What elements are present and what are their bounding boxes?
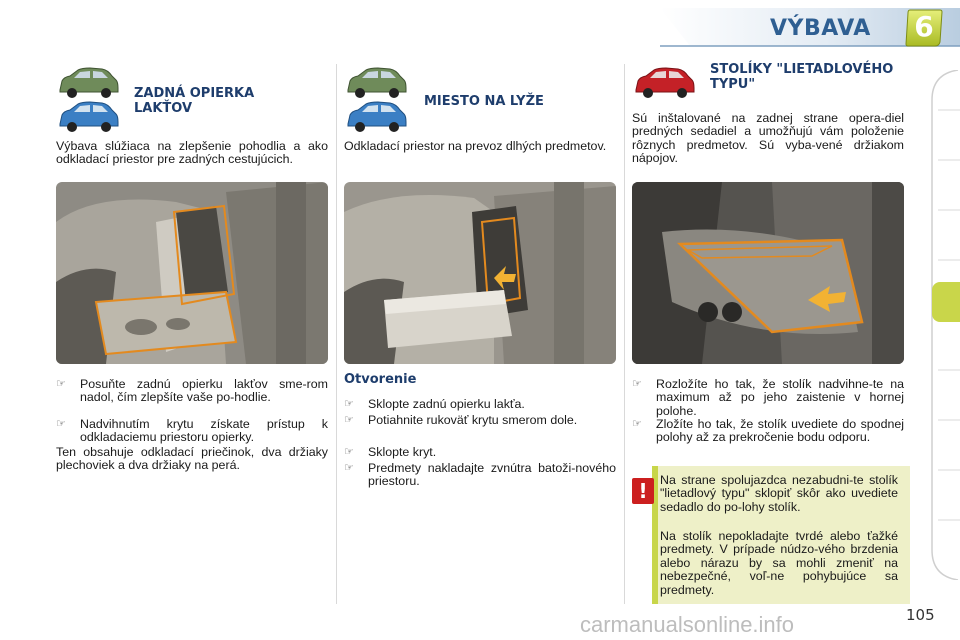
- bullet-text: Potiahnite rukoväť krytu smerom dole.: [368, 413, 578, 427]
- tables-photo: [632, 182, 904, 364]
- page-number: 105: [906, 606, 935, 624]
- section-title-tables: STOLÍKY "LIETADLOVÉHO TYPU": [710, 62, 894, 92]
- chapter-number: 6: [914, 10, 934, 43]
- car-green-icon: [56, 66, 120, 100]
- ski-bullet-3: [344, 446, 616, 459]
- warning-paragraph-1: Na strane spolujazdca nezabudni-te stolík "lietadlový typu" sklopiť skôr ako uvediete sedadlo do po-lohy stolík.: [660, 473, 898, 514]
- chapter-tab-rail: [928, 70, 960, 580]
- watermark: carmanualsonline.info: [580, 612, 795, 637]
- car-blue-icon: [344, 100, 408, 134]
- warning-exclamation-icon: !: [632, 478, 654, 504]
- car-red-icon: [632, 66, 696, 100]
- ski-bullet-2: [344, 414, 616, 427]
- opening-subtitle: Otvorenie: [344, 372, 417, 387]
- pointing-hand-icon: ☞: [56, 378, 66, 390]
- bullet-text: Rozložíte ho tak, že stolík nadvihne-te na maximum až po jeho zaistenie v hornej polohe.: [656, 377, 904, 418]
- bullet-text: Nadvihnutím krytu získate prístup k odkladaciemu priestoru opierky.: [80, 417, 328, 445]
- pointing-hand-icon: ☞: [632, 378, 642, 390]
- page-header: [0, 0, 960, 52]
- armrest-outro: Ten obsahuje odkladací priečinok, dva držiaky plechoviek a dva držiaky na perá.: [56, 445, 328, 473]
- armrest-bullet-2: [56, 418, 328, 445]
- armrest-photo: [56, 182, 328, 364]
- section-title-armrest: ZADNÁ OPIERKA LAKŤOV: [134, 86, 255, 116]
- ski-hatch-intro: Odkladací priestor na prevoz dlhých predmetov.: [344, 139, 607, 153]
- ski-bullet-4: [344, 462, 616, 489]
- tables-bullet-1: [632, 378, 904, 418]
- bullet-text: Sklopte zadnú opierku lakťa.: [368, 397, 525, 411]
- ski-bullet-1: [344, 398, 616, 411]
- section-title-ski-hatch: MIESTO NA LYŽE: [424, 94, 544, 109]
- ski-hatch-photo: [344, 182, 616, 364]
- bullet-text: Zložíte ho tak, že stolík uvediete do spodnej polohy až za prekročenie bodu odporu.: [656, 417, 904, 445]
- car-blue-icon: [56, 100, 120, 134]
- bullet-text: Predmety nakladajte zvnútra batoži-nového priestoru.: [368, 461, 616, 489]
- pointing-hand-icon: ☞: [344, 446, 354, 458]
- pointing-hand-icon: ☞: [344, 462, 354, 474]
- warning-paragraph-2: Na stolík nepokladajte tvrdé alebo ťažké predmety. V prípade núdzo-vého brzdenia alebo nárazu by sa mohli zmeniť na nebezpečné, voľ-ne pohybujúce sa predmety.: [660, 529, 898, 597]
- active-chapter-tab[interactable]: [932, 282, 960, 322]
- armrest-bullet-1: [56, 378, 328, 405]
- column-divider: [336, 64, 337, 604]
- pointing-hand-icon: ☞: [632, 418, 642, 430]
- chapter-badge: [904, 6, 944, 48]
- tables-bullet-2: [632, 418, 904, 445]
- bullet-text: Sklopte kryt.: [368, 445, 437, 459]
- armrest-intro: Výbava slúžiaca na zlepšenie pohodlia a ako odkladací priestor pre zadných cestujúcich.: [56, 139, 328, 167]
- car-green-icon: [344, 66, 408, 100]
- column-divider: [624, 64, 625, 604]
- pointing-hand-icon: ☞: [344, 414, 354, 426]
- pointing-hand-icon: ☞: [344, 398, 354, 410]
- pointing-hand-icon: ☞: [56, 418, 66, 430]
- tables-intro: Sú inštalované na zadnej strane opera-diel predných sedadiel a umožňujú vám položenie rôznych predmetov. Sú vyba-vené držiakom nápojov.: [632, 111, 904, 166]
- bullet-text: Posuňte zadnú opierku lakťov sme-rom nadol, čím zlepšíte vaše po-hodlie.: [80, 377, 328, 405]
- chapter-title: VÝBAVA: [770, 16, 871, 41]
